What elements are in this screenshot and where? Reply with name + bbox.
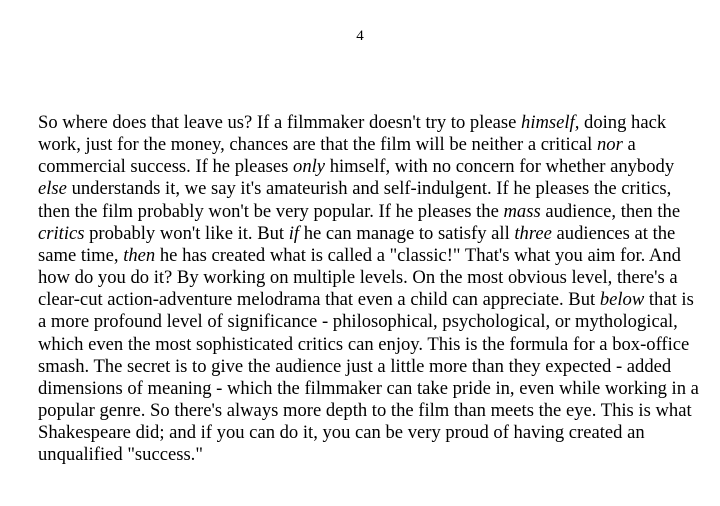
text-segment: which even the most sophisticated critics can enjoy. This is the formula for a box-office <box>38 333 690 355</box>
text-line <box>38 444 710 466</box>
text-segment: a more profound level of significance - philosophical, psychological, or mythological, <box>38 311 678 333</box>
text-line <box>38 201 710 223</box>
text-line <box>38 356 710 378</box>
italic-text: nor <box>596 134 623 156</box>
text-line <box>38 422 710 444</box>
italic-text: if <box>288 222 300 244</box>
text-segment: audience, then the <box>540 200 681 222</box>
text-line <box>38 112 710 134</box>
text-segment: audiences at the <box>551 222 676 244</box>
italic-text: then <box>123 244 156 266</box>
italic-text: mass <box>503 200 541 222</box>
italic-text: three <box>514 222 552 244</box>
text-segment: work, just for the money, chances are that the film will be neither a critical <box>38 134 597 156</box>
text-line <box>38 245 710 267</box>
text-segment: understands it, we say it's amateurish and self-indulgent. If he pleases the critics, <box>66 178 672 200</box>
italic-text: himself, <box>521 112 580 133</box>
text-segment: commercial success. If he pleases <box>38 156 294 178</box>
text-segment: Shakespeare did; and if you can do it, you can be very proud of having created an <box>38 422 645 444</box>
body-paragraph <box>38 112 710 467</box>
text-segment: he has created what is called a "classic!" That's what you aim for. And <box>155 244 681 266</box>
text-segment: smash. The secret is to give the audience just a little more than they expected - added <box>38 355 672 377</box>
text-line <box>38 334 710 356</box>
text-segment: then the film probably won't be very popular. If he pleases the <box>38 200 504 222</box>
text-segment: dimensions of meaning - which the filmmaker can take pride in, even while working in a <box>38 377 699 399</box>
text-line <box>38 267 710 289</box>
text-line <box>38 289 710 311</box>
italic-text: else <box>38 178 67 200</box>
text-line <box>38 311 710 333</box>
text-segment: how do you do it? By working on multiple levels. On the most obvious level, there's a <box>38 267 678 289</box>
text-line <box>38 223 710 245</box>
text-segment: himself, with no concern for whether anybody <box>325 156 675 178</box>
text-segment: doing hack <box>579 112 667 133</box>
text-line <box>38 134 710 156</box>
text-segment: a <box>622 134 636 156</box>
text-segment: same time, <box>38 244 124 266</box>
text-segment: that is <box>644 289 694 311</box>
text-line <box>38 378 710 400</box>
italic-text: below <box>599 289 645 311</box>
text-segment: unqualified "success." <box>38 444 203 466</box>
page-number: 4 <box>356 28 364 44</box>
italic-text: only <box>293 156 326 178</box>
text-segment: So where does that leave us? If a filmmaker doesn't try to please <box>38 112 522 133</box>
text-line <box>38 400 710 422</box>
text-line <box>38 156 710 178</box>
text-line <box>38 178 710 200</box>
text-segment: probably won't like it. But <box>84 222 289 244</box>
text-segment: clear-cut action-adventure melodrama that even a child can appreciate. But <box>38 289 600 311</box>
italic-text: critics <box>38 222 85 244</box>
text-segment: he can manage to satisfy all <box>299 222 515 244</box>
text-segment: popular genre. So there's always more depth to the film than meets the eye. This is what <box>38 400 692 422</box>
